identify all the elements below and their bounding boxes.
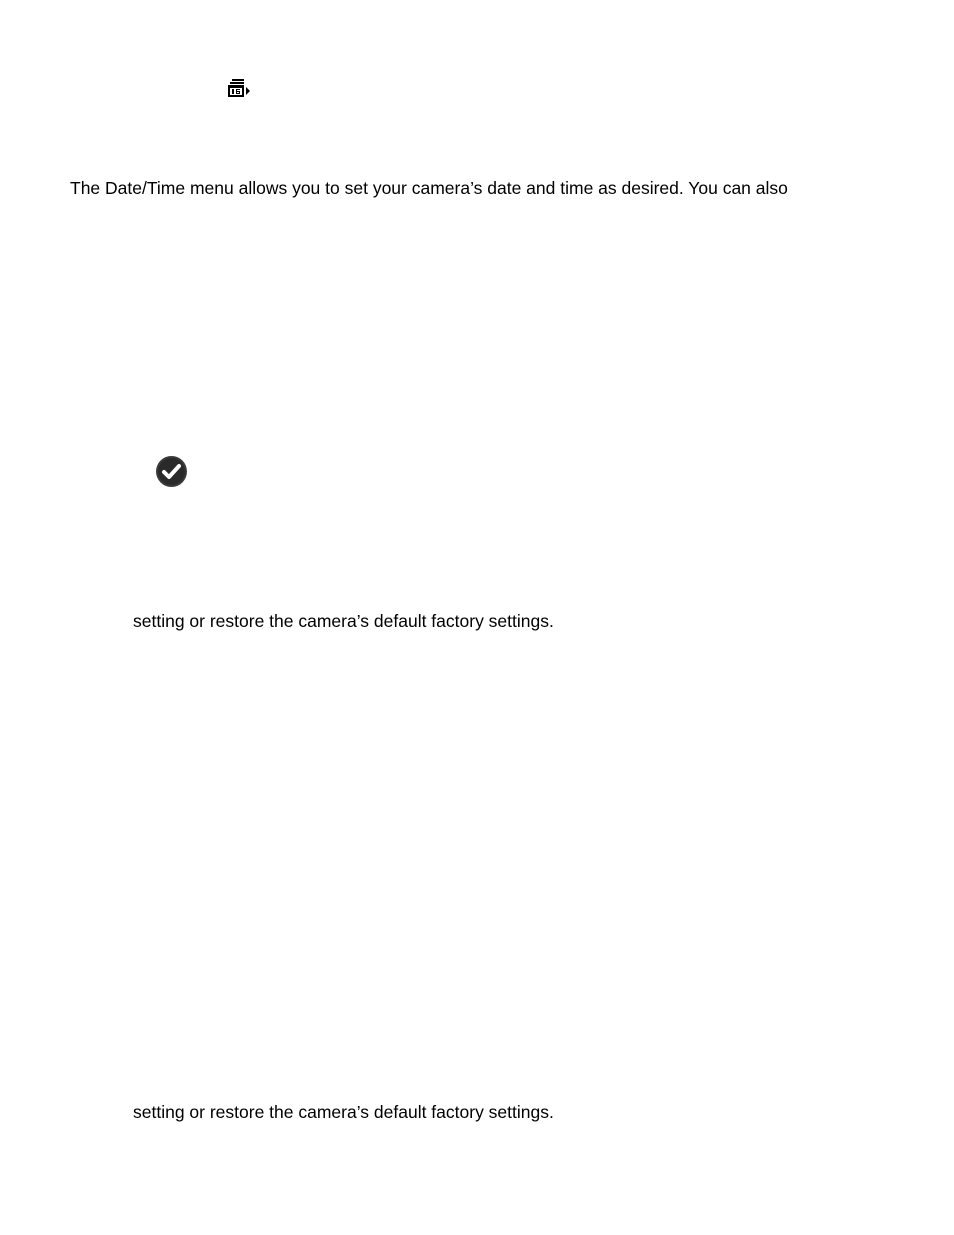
settings-text-fragment-1: setting or restore the camera’s default factory settings. bbox=[133, 611, 554, 631]
calendar-icon bbox=[227, 78, 251, 98]
settings-text-fragment-2: setting or restore the camera’s default factory settings. bbox=[133, 1102, 554, 1122]
checkmark-circle-icon bbox=[155, 455, 188, 488]
date-time-intro-text: The Date/Time menu allows you to set your camera’s date and time as desired. You can also bbox=[70, 178, 788, 198]
